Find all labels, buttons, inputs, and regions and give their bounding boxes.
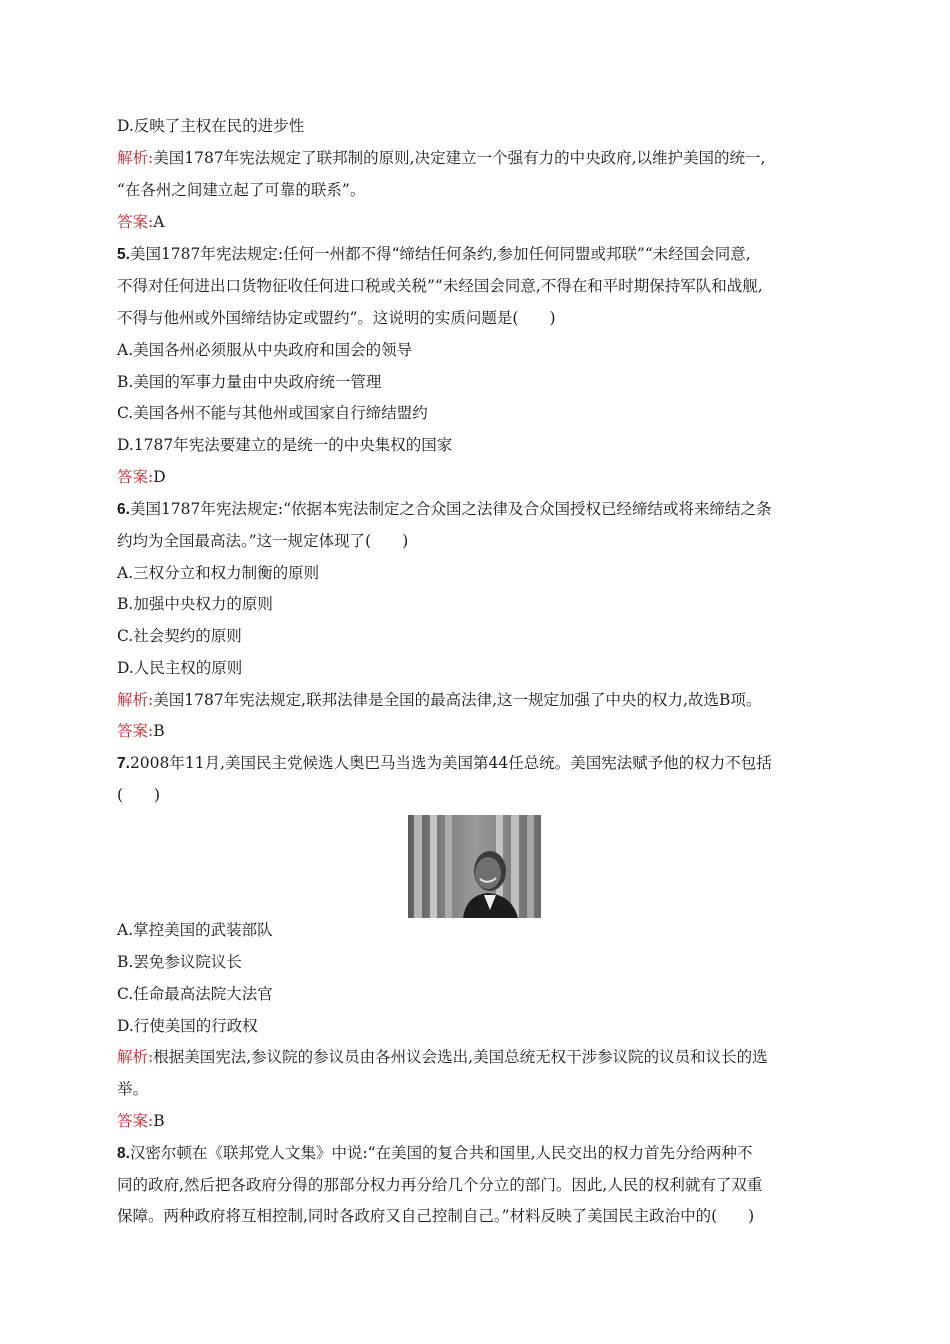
- president-photo: [408, 815, 541, 918]
- q7-option-c: C.任命最高法院大法官: [117, 985, 273, 1003]
- q7-analysis: [117, 1047, 768, 1067]
- analysis-text: 美国1787年宪法规定,联邦法律是全国的最高法律,这一规定加强了中央的权力,故选B项。: [153, 691, 762, 709]
- stem-text: 美国1787年宪法规定:任何一州都不得“缔结任何条约,参加任何同盟或邦联”“未经国会同意,: [129, 245, 751, 263]
- analysis-label: 解析:: [117, 149, 154, 167]
- answer-label: 答案:: [117, 213, 154, 231]
- q7-stem-line2: ( ): [117, 786, 161, 804]
- q7-analysis-cont: 举。: [117, 1080, 149, 1098]
- stem-text: 2008年11月,美国民主党候选人奥巴马当选为美国第44任总统。美国宪法赋予他的权力不包括: [129, 754, 772, 772]
- answer-value: B: [153, 722, 165, 740]
- q4-analysis-cont: “在各州之间建立起了可靠的联系”。: [117, 181, 366, 199]
- q6-stem-line2: 约均为全国最高法。”这一规定体现了( ): [117, 532, 409, 550]
- q6-option-b: B.加强中央权力的原则: [117, 595, 273, 613]
- answer-label: 答案:: [117, 1112, 154, 1130]
- q4-answer: [117, 212, 164, 232]
- q5-stem-line2: 不得对任何进出口货物征收任何进口税或关税”“未经国会同意,不得在和平时期保持军队和战舰,: [117, 277, 763, 295]
- q5-option-c: C.美国各州不能与其他州或国家自行缔结盟约: [117, 404, 428, 422]
- q5-stem: [117, 244, 751, 265]
- q8-stem-line2: 同的政府,然后把各政府分得的那部分权力再分给几个分立的部门。因此,人民的权利就有了双重: [117, 1176, 763, 1194]
- q7-answer: [117, 1111, 165, 1131]
- q6-option-d: D.人民主权的原则: [117, 659, 243, 677]
- q6-analysis: [117, 690, 761, 710]
- q7-option-d: D.行使美国的行政权: [117, 1017, 258, 1035]
- stem-text: 汉密尔顿在《联邦党人文集》中说:“在美国的复合共和国里,人民交出的权力首先分给两种不: [129, 1144, 753, 1162]
- analysis-label: 解析:: [117, 1048, 154, 1066]
- q4-analysis: [117, 148, 765, 168]
- q7-option-b: B.罢免参议院议长: [117, 953, 242, 971]
- analysis-label: 解析:: [117, 691, 154, 709]
- q8-stem-line3: 保障。两种政府将互相控制,同时各政府又自己控制自己。”材料反映了美国民主政治中的( ): [117, 1207, 755, 1225]
- analysis-text: 美国1787年宪法规定了联邦制的原则,决定建立一个强有力的中央政府,以维护美国的统一,: [153, 149, 766, 167]
- q6-stem: [117, 499, 772, 520]
- photo-image: [408, 815, 541, 918]
- answer-value: D: [153, 468, 166, 486]
- analysis-text: 根据美国宪法,参议院的参议员由各州议会选出,美国总统无权干涉参议院的议员和议长的选: [153, 1048, 768, 1066]
- q5-option-b: B.美国的军事力量由中央政府统一管理: [117, 373, 382, 391]
- answer-label: 答案:: [117, 468, 154, 486]
- question-number: 7.: [117, 755, 130, 772]
- q6-answer: [117, 721, 165, 741]
- q8-stem: [117, 1143, 753, 1164]
- q5-option-d: D.1787年宪法要建立的是统一的中央集权的国家: [117, 436, 453, 454]
- answer-label: 答案:: [117, 722, 154, 740]
- stem-text: 美国1787年宪法规定:“依据本宪法制定之合众国之法律及合众国授权已经缔结或将来缔结之条: [129, 500, 772, 518]
- q4-option-d: D.反映了主权在民的进步性: [117, 117, 305, 135]
- q7-option-a: A.掌控美国的武装部队: [117, 921, 273, 939]
- q5-option-a: A.美国各州必须服从中央政府和国会的领导: [117, 341, 413, 359]
- q5-answer: [117, 467, 166, 487]
- q7-stem: [117, 753, 772, 774]
- q5-stem-line3: 不得与他州或外国缔结协定或盟约”。这说明的实质问题是( ): [117, 309, 556, 327]
- answer-value: B: [153, 1112, 165, 1130]
- answer-value: A: [153, 213, 165, 231]
- question-number: 6.: [117, 501, 130, 518]
- question-number: 5.: [117, 246, 130, 263]
- q6-option-a: A.三权分立和权力制衡的原则: [117, 564, 320, 582]
- question-number: 8.: [117, 1145, 130, 1162]
- q6-option-c: C.社会契约的原则: [117, 627, 242, 645]
